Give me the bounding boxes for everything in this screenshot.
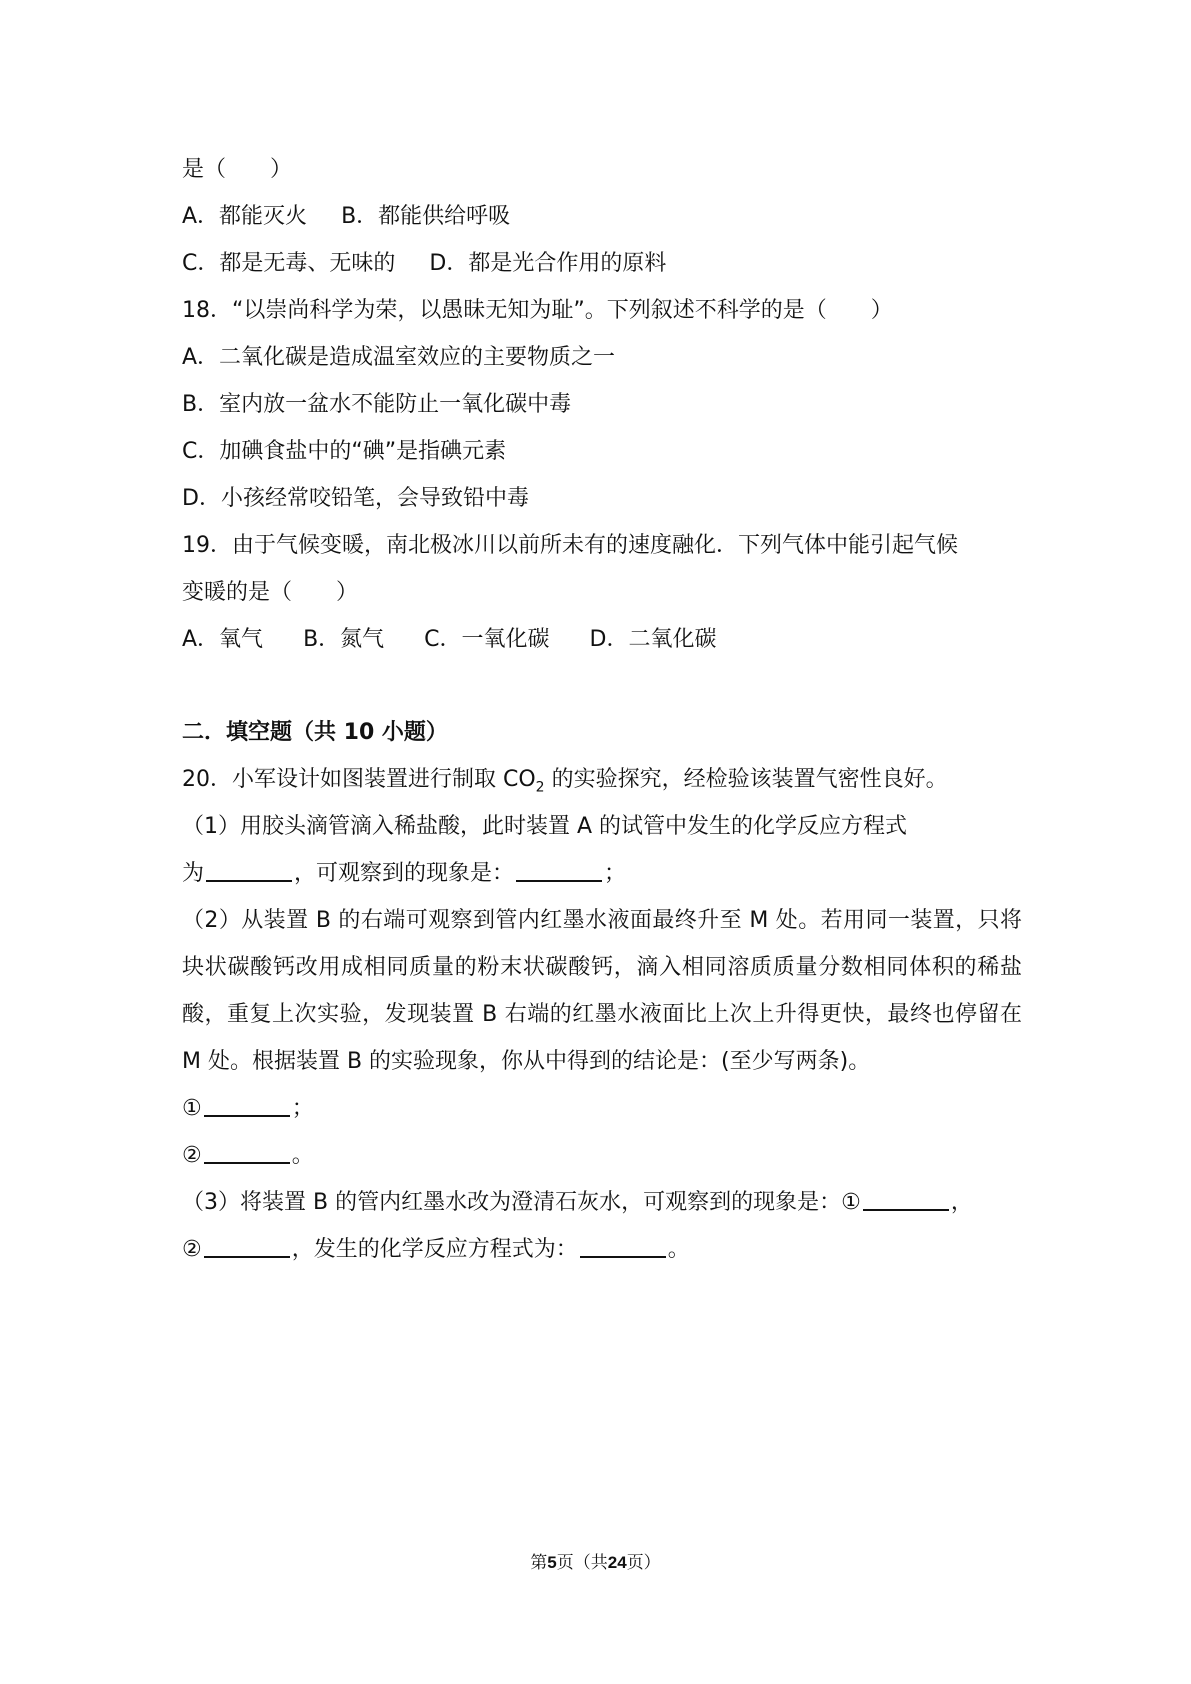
q18-option-b: B．室内放一盆水不能防止一氧化碳中毒 xyxy=(182,392,572,417)
circled-two: ② xyxy=(182,1143,202,1168)
q18-option-a: A．二氧化碳是造成温室效应的主要物质之一 xyxy=(182,345,616,370)
circled-two-b: ② xyxy=(182,1237,202,1262)
q20-stem-subscript: 2 xyxy=(535,779,545,796)
q19-option-a: A．氧气 xyxy=(182,627,264,652)
q20-stem xyxy=(182,756,1022,803)
q20-part3-text-a: （3）将装置 B 的管内红墨水改为澄清石灰水，可观察到的现象是：① xyxy=(182,1190,861,1215)
q17-tail: 是（ ） xyxy=(182,157,293,182)
q20-part3-line2 xyxy=(182,1226,1022,1273)
q17-options-row1 xyxy=(182,193,1022,240)
q20-stem-b: 的实验探究，经检验该装置气密性良好。 xyxy=(544,767,948,792)
answer-blank-conclusion-1[interactable] xyxy=(204,1114,290,1117)
footer-page-number: 5 xyxy=(547,1553,557,1572)
q20-conclusion-1 xyxy=(182,1085,1022,1132)
footer-post: 页） xyxy=(626,1553,661,1573)
q20-part1-text-a: 为 xyxy=(182,861,205,886)
page-footer xyxy=(0,1548,1191,1573)
q19-stem-line1: 19．由于气候变暖，南北极冰川以前所未有的速度融化．下列气体中能引起气候 xyxy=(182,533,958,558)
q20-part1-line2 xyxy=(182,850,1022,897)
q20-part1-text-c: ； xyxy=(604,861,627,886)
section-title: 二．填空题（共 10 小题） xyxy=(182,720,448,745)
answer-blank-conclusion-2[interactable] xyxy=(204,1161,290,1164)
q20-part3-line1 xyxy=(182,1179,1022,1226)
q20-conclusion-2 xyxy=(182,1132,1022,1179)
q19-stem-line2: 变暖的是（ ） xyxy=(182,580,359,605)
q19-option-d: D．二氧化碳 xyxy=(589,627,717,652)
q18-option-d: D．小孩经常咬铅笔，会导致铅中毒 xyxy=(182,486,529,511)
answer-blank-equation-2[interactable] xyxy=(580,1255,666,1258)
semicolon: ； xyxy=(291,1096,314,1121)
answer-blank-phenomenon[interactable] xyxy=(516,879,602,882)
period: 。 xyxy=(291,1143,314,1168)
footer-pre: 第 xyxy=(530,1553,548,1573)
q19-option-b: B．氮气 xyxy=(303,627,385,652)
page-content xyxy=(182,146,1022,1273)
q18-option-c: C．加碘食盐中的“碘”是指碘元素 xyxy=(182,439,507,464)
q20-part3-text-b: ，发生的化学反应方程式为： xyxy=(291,1237,578,1262)
q20-part1-text-b: ，可观察到的现象是： xyxy=(294,861,515,886)
q20-part2-paragraph: （2）从装置 B 的右端可观察到管内红墨水液面最终升至 M 处。若用同一装置，只将块状碳酸钙改用成相同质量的粉末状碳酸钙，滴入相同溶质质量分数相同体积的稀盐酸，重复上次实验，发现装置 B 右端的红墨水液面比上次上升得更快，最终也停留在 M 处。根据装置 B 的实验现象，你从中得到的结论是：(至少写两条)。 xyxy=(182,908,1022,1074)
q20-part1-line1: （1）用胶头滴管滴入稀盐酸，此时装置 A 的试管中发生的化学反应方程式 xyxy=(182,814,908,839)
answer-blank-equation[interactable] xyxy=(206,879,292,882)
answer-blank-phenomenon-1[interactable] xyxy=(863,1208,949,1211)
q19-options xyxy=(182,616,1022,663)
circled-one: ① xyxy=(182,1096,202,1121)
q20-stem-a: 20．小军设计如图装置进行制取 CO xyxy=(182,767,536,792)
answer-blank-phenomenon-2[interactable] xyxy=(204,1255,290,1258)
q17-option-d: D．都是光合作用的原料 xyxy=(429,251,667,276)
footer-mid: 页（共 xyxy=(556,1553,608,1573)
q18-stem: 18．“以崇尚科学为荣，以愚昧无知为耻”。下列叙述不科学的是（ ） xyxy=(182,298,893,323)
period-end: 。 xyxy=(667,1237,690,1262)
q17-option-b: B．都能供给呼吸 xyxy=(341,204,511,229)
q19-option-c: C．一氧化碳 xyxy=(424,627,550,652)
q17-option-a: A．都能灭火 xyxy=(182,204,308,229)
footer-total-pages: 24 xyxy=(607,1553,627,1572)
section-gap xyxy=(182,663,1022,709)
q17-options-row2 xyxy=(182,240,1022,287)
comma: ， xyxy=(950,1190,973,1215)
q17-option-c: C．都是无毒、无味的 xyxy=(182,251,396,276)
